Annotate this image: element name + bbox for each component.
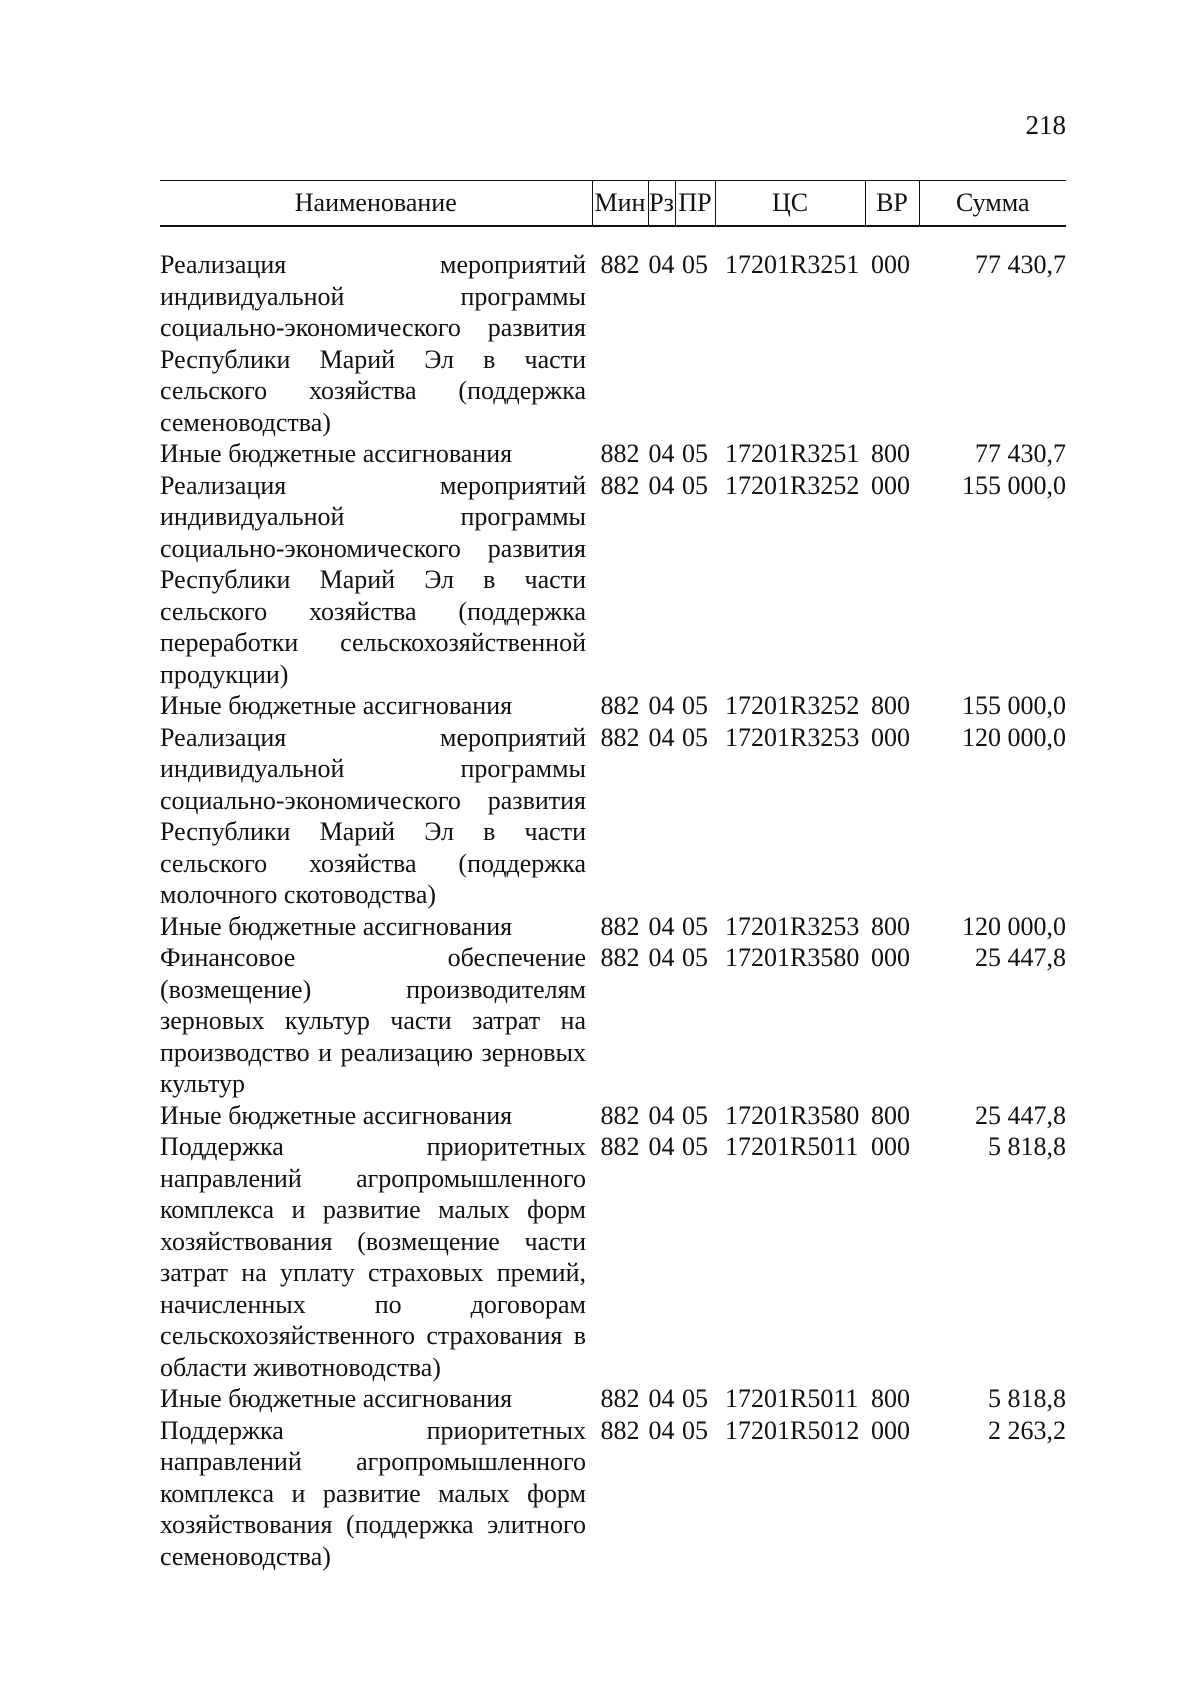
cell-pr: 05 (682, 250, 708, 279)
cell-sum: 5 818,8 (988, 1132, 1066, 1161)
header-rz: Рз (648, 181, 675, 227)
cell-sum: 77 430,7 (975, 439, 1066, 468)
cell-min: 882 (600, 250, 640, 279)
cell-vr: 800 (871, 439, 910, 468)
cell-cs: 17201R3580 (725, 1100, 860, 1130)
header-sum: Сумма (919, 181, 1066, 227)
cell-sum: 5 818,8 (988, 1384, 1066, 1413)
cell-rz: 04 (648, 439, 675, 468)
cell-sum: 25 447,8 (975, 943, 1066, 972)
cell-rz: 04 (648, 1384, 675, 1413)
cell-cs: 17201R3252 (725, 470, 860, 500)
cell-min: 882 (600, 722, 640, 752)
cell-vr: 800 (871, 1100, 910, 1130)
cell-cs: 17201R3251 (725, 250, 860, 279)
table-row (160, 722, 1066, 911)
cell-min: 882 (600, 691, 640, 720)
cell-vr: 000 (871, 250, 910, 279)
cell-name: Иные бюджетные ассигнования (160, 691, 513, 720)
cell-name: Поддержка приоритетных направлений агропромышленного комплекса и развитие малых форм хозяйствования (поддержка элитного семеноводства) (160, 1415, 586, 1571)
cell-name: Иные бюджетные ассигнования (160, 911, 513, 941)
cell-min: 882 (600, 1132, 640, 1161)
cell-cs: 17201R3580 (725, 943, 860, 972)
cell-vr: 000 (871, 1415, 910, 1445)
cell-min: 882 (600, 1384, 640, 1413)
cell-rz: 04 (648, 250, 675, 279)
cell-sum: 25 447,8 (975, 1100, 1066, 1130)
cell-rz: 04 (648, 1415, 675, 1445)
cell-pr: 05 (682, 1384, 708, 1413)
cell-sum: 77 430,7 (975, 250, 1066, 279)
cell-name: Реализация мероприятий индивидуальной программы социально-экономического развития Республики Марий Эл в части сельского хозяйства (поддержка молочного скотоводства) (160, 722, 586, 909)
table-row (160, 470, 1066, 691)
cell-name: Финансовое обеспечение (возмещение) производителям зерновых культур части затрат на производство и реализацию зерновых культур (160, 943, 586, 1098)
cell-name: Реализация мероприятий индивидуальной программы социально-экономического развития Республики Марий Эл в части сельского хозяйства (поддержка семеноводства) (160, 250, 586, 437)
cell-name: Поддержка приоритетных направлений агропромышленного комплекса и развитие малых форм хозяйствования (возмещение части затрат на уплату страховых премий, начисленных по договорам сельскохозяйственного страхования в области животноводства) (160, 1132, 586, 1382)
cell-rz: 04 (648, 943, 675, 972)
cell-pr: 05 (682, 439, 708, 468)
header-min: Мин (592, 181, 648, 227)
cell-sum: 120 000,0 (962, 722, 1066, 752)
cell-cs: 17201R5012 (725, 1415, 860, 1445)
cell-name: Иные бюджетные ассигнования (160, 439, 513, 468)
cell-vr: 800 (871, 1384, 910, 1413)
cell-min: 882 (600, 1100, 640, 1130)
cell-vr: 800 (871, 911, 910, 941)
header-vr: ВР (865, 181, 919, 227)
cell-pr: 05 (682, 722, 708, 752)
cell-pr: 05 (682, 1415, 708, 1445)
cell-pr: 05 (682, 691, 708, 720)
cell-rz: 04 (648, 1100, 675, 1130)
cell-min: 882 (600, 1415, 640, 1445)
header-row (160, 181, 1066, 227)
cell-name: Реализация мероприятий индивидуальной программы социально-экономического развития Республики Марий Эл в части сельского хозяйства (поддержка переработки сельскохозяйственной продукции) (160, 470, 586, 689)
table-row (160, 249, 1066, 438)
spacer-row (160, 226, 1066, 249)
table-header (160, 181, 1066, 227)
cell-sum: 120 000,0 (962, 911, 1066, 941)
table-row (160, 1383, 1066, 1415)
cell-vr: 000 (871, 722, 910, 752)
table-row (160, 911, 1066, 943)
cell-cs: 17201R3252 (725, 691, 860, 720)
cell-cs: 17201R3251 (725, 439, 860, 468)
cell-vr: 000 (871, 943, 910, 972)
cell-cs: 17201R5011 (725, 1384, 859, 1413)
table-row (160, 1131, 1066, 1383)
header-cs: ЦС (715, 181, 865, 227)
cell-rz: 04 (648, 470, 675, 500)
cell-rz: 04 (648, 691, 675, 720)
cell-cs: 17201R5011 (725, 1132, 859, 1161)
cell-pr: 05 (682, 470, 708, 500)
cell-name: Иные бюджетные ассигнования (160, 1384, 513, 1413)
cell-pr: 05 (682, 1132, 708, 1161)
cell-min: 882 (600, 911, 640, 941)
table-row (160, 1415, 1066, 1573)
cell-rz: 04 (648, 911, 675, 941)
budget-table (160, 180, 1066, 1572)
cell-pr: 05 (682, 943, 708, 972)
table-row (160, 942, 1066, 1100)
cell-sum: 155 000,0 (962, 691, 1066, 720)
table-row (160, 1100, 1066, 1132)
cell-pr: 05 (682, 1100, 708, 1130)
cell-pr: 05 (682, 911, 708, 941)
cell-min: 882 (600, 943, 640, 972)
cell-vr: 000 (871, 1132, 910, 1161)
cell-cs: 17201R3253 (725, 911, 860, 941)
cell-min: 882 (600, 470, 640, 500)
table-row (160, 438, 1066, 470)
table-body (160, 226, 1066, 1572)
cell-name: Иные бюджетные ассигнования (160, 1100, 513, 1130)
header-pr: ПР (675, 181, 715, 227)
cell-cs: 17201R3253 (725, 722, 860, 752)
cell-sum: 155 000,0 (962, 470, 1066, 500)
page-number: 218 (1025, 110, 1066, 140)
cell-vr: 000 (871, 470, 910, 500)
cell-sum: 2 263,2 (988, 1415, 1066, 1445)
cell-vr: 800 (871, 691, 910, 720)
cell-min: 882 (600, 439, 640, 468)
cell-rz: 04 (648, 722, 675, 752)
cell-rz: 04 (648, 1132, 675, 1161)
header-name: Наименование (160, 181, 592, 227)
table-row (160, 690, 1066, 722)
